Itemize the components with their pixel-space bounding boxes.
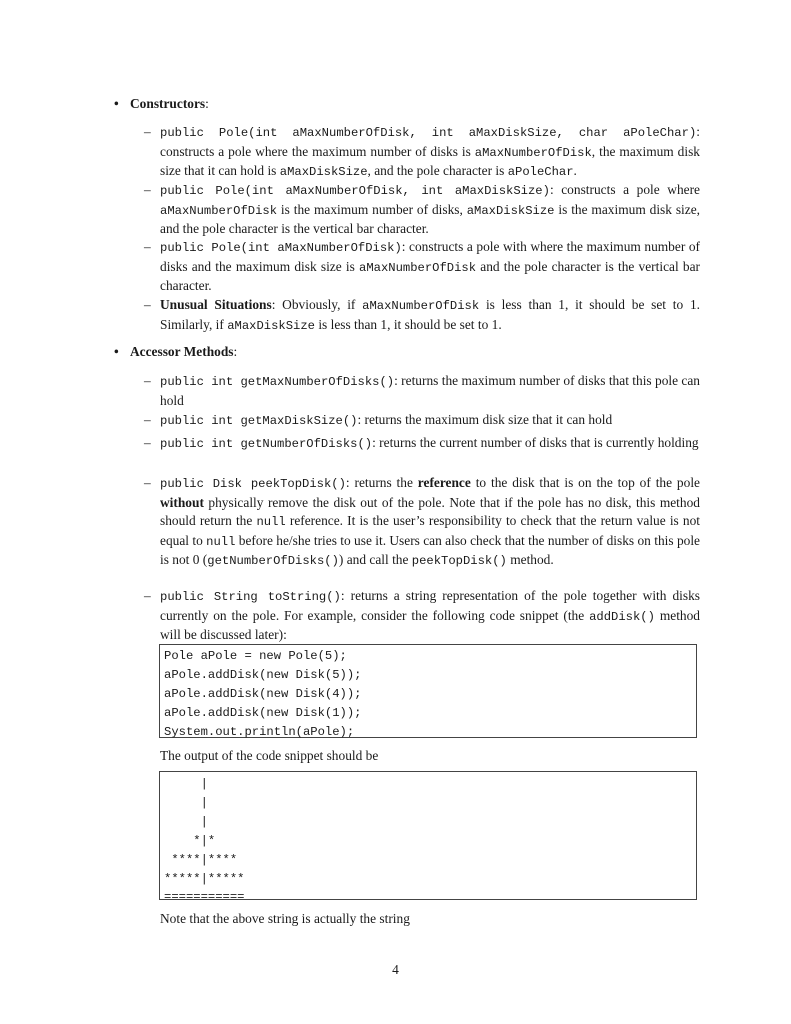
dash: – bbox=[144, 373, 151, 388]
dash: – bbox=[144, 412, 151, 427]
constructor-item-4: – Unusual Situations: Obviously, if aMaxNumberOfDisk is less than 1, it should be set to 1. Similarly, if aMaxDiskSize is less than 1, it should be set to 1. bbox=[144, 297, 700, 333]
output-line: ****|**** bbox=[164, 852, 238, 867]
dash: – bbox=[144, 124, 151, 139]
bullet-icon: • bbox=[114, 344, 119, 359]
dash: – bbox=[144, 588, 151, 603]
document-page: • Constructors: – public Pole(int aMaxNumberOfDisk, int aMaxDiskSize, char aPoleChar): constructs a pole where the maximum number of disks is aMaxNumberOfDisk, the maximum disk size that it can hold is aMaxDiskSize, and the pole character is aPoleChar. – public Pole(int aMaxNumberOfDisk, int aMaxDiskSize): constructs a pole where aMaxNumberOfDisk is the maximum number of disks, aMaxDiskSize is the maximum disk size, and the pole character is the vertical bar character. – public Pole(int aMaxNumberOfDisk): constructs a pole with where the maximum number of disks and the maximum disk size is aMaxNumberOfDisk and the pole character is the vertical bar character. – Unusual Situations: Obviously, if aMaxNumberOfDisk is less than 1, it should be set to 1. Similarly, if aMaxDiskSize is less than 1, it should be set to 1. • Accessor Methods: – public int getMaxNumberOfDisks(): returns the maximum number of disks that this pole can hold – public int getMaxDiskSize(): returns the maximum disk size that it can hold – public int getNumberOfDisks(): returns the current number of disks that is currently holding – public Disk peekTopDisk(): returns the reference to the disk that is on the top of the pole without physically remove the disk out of the pole. Note that if the pole has no disk, this method should return the null reference. It is the user’s responsibility to check that the return value is not equal to null before he/she tries to use it. Users can also check that the number of disks on this pole is not 0 (getNumberOfDisks()) and call the peekTopDisk() method. – public String toString(): returns a string representation of the pole together with disks currently on the pole. For example, consider the following code snippet (the addDisk() method will be discussed later): Pole aPole = new Pole(5); aPole.addDisk(new Disk(5)); aPole.addDisk(new Disk(4)); aPole.addDisk(new Disk(1)); System.out.println(aPole); The output of the code snippet should be | | | *|* ****|**** *****|***** =========== Note that the above string is actually the string 4 bbox=[0, 0, 791, 1024]
accessor-item-4: – public Disk peekTopDisk(): returns the reference to the disk that is on the top of the pole without physically remove the disk out of the pole. Note that if the pole has no disk, this method should return the null reference. It is the user’s responsibility to check that the return value is not equal to null before he/she tries to use it. Users can also check that the number of disks on this pole is not 0 (getNumberOfDisks()) and call the peekTopDisk() method. bbox=[144, 475, 701, 569]
accessor-item-2: – public int getMaxDiskSize(): returns the maximum disk size that it can hold bbox=[144, 412, 613, 428]
dash: – bbox=[144, 475, 151, 490]
section-title-accessors: Accessor Methods bbox=[130, 344, 234, 359]
section-title-constructors: Constructors bbox=[130, 96, 206, 111]
constructor-item-3: – public Pole(int aMaxNumberOfDisk): constructs a pole with where the maximum number of disks and the maximum disk size is aMaxNumberOfDisk and the pole character is the vertical bar character. bbox=[144, 239, 700, 294]
dash: – bbox=[144, 435, 151, 450]
constructor-item-2: – public Pole(int aMaxNumberOfDisk, int aMaxDiskSize): constructs a pole where aMaxNumberOfDisk is the maximum number of disks, aMaxDiskSize is the maximum disk size, and the pole character is the vertical bar character. bbox=[144, 182, 700, 237]
output-line: | bbox=[164, 777, 208, 791]
code-line: aPole.addDisk(new Disk(5)); bbox=[164, 667, 362, 682]
code-line: aPole.addDisk(new Disk(1)); bbox=[164, 705, 362, 720]
code-line: aPole.addDisk(new Disk(4)); bbox=[164, 686, 362, 701]
constructor-item-1: – public Pole(int aMaxNumberOfDisk, int aMaxDiskSize, char aPoleChar): constructs a pole where the maximum number of disks is aMaxNumberOfDisk, the maximum disk size that it can hold is aMaxDiskSize, and the pole character is aPoleChar. bbox=[144, 124, 700, 180]
dash: – bbox=[144, 239, 151, 254]
output-box bbox=[159, 771, 697, 905]
bullet-icon: • bbox=[114, 96, 119, 111]
code-line: Pole aPole = new Pole(5); bbox=[164, 649, 347, 663]
accessor-item-5: – public String toString(): returns a string representation of the pole together with disks currently on the pole. For example, consider the following code snippet (the addDisk() method will be discussed later): bbox=[144, 588, 701, 643]
dash: – bbox=[144, 297, 151, 312]
output-intro: The output of the code snippet should be bbox=[160, 748, 379, 763]
output-line: | bbox=[164, 795, 208, 810]
page-number: 4 bbox=[392, 962, 399, 977]
output-line: *|* bbox=[164, 833, 216, 848]
output-line: | bbox=[164, 814, 208, 829]
dash: – bbox=[144, 182, 151, 197]
accessor-item-3: – public int getNumberOfDisks(): returns the current number of disks that is currently holding bbox=[144, 435, 699, 451]
accessor-item-1: – public int getMaxNumberOfDisks(): returns the maximum number of disks that this pole can hold bbox=[144, 373, 700, 408]
note-text: Note that the above string is actually the string bbox=[160, 911, 410, 926]
code-line: System.out.println(aPole); bbox=[164, 724, 355, 739]
output-line: =========== bbox=[164, 890, 245, 905]
code-snippet-box bbox=[159, 644, 697, 738]
output-line: *****|***** bbox=[164, 871, 245, 886]
